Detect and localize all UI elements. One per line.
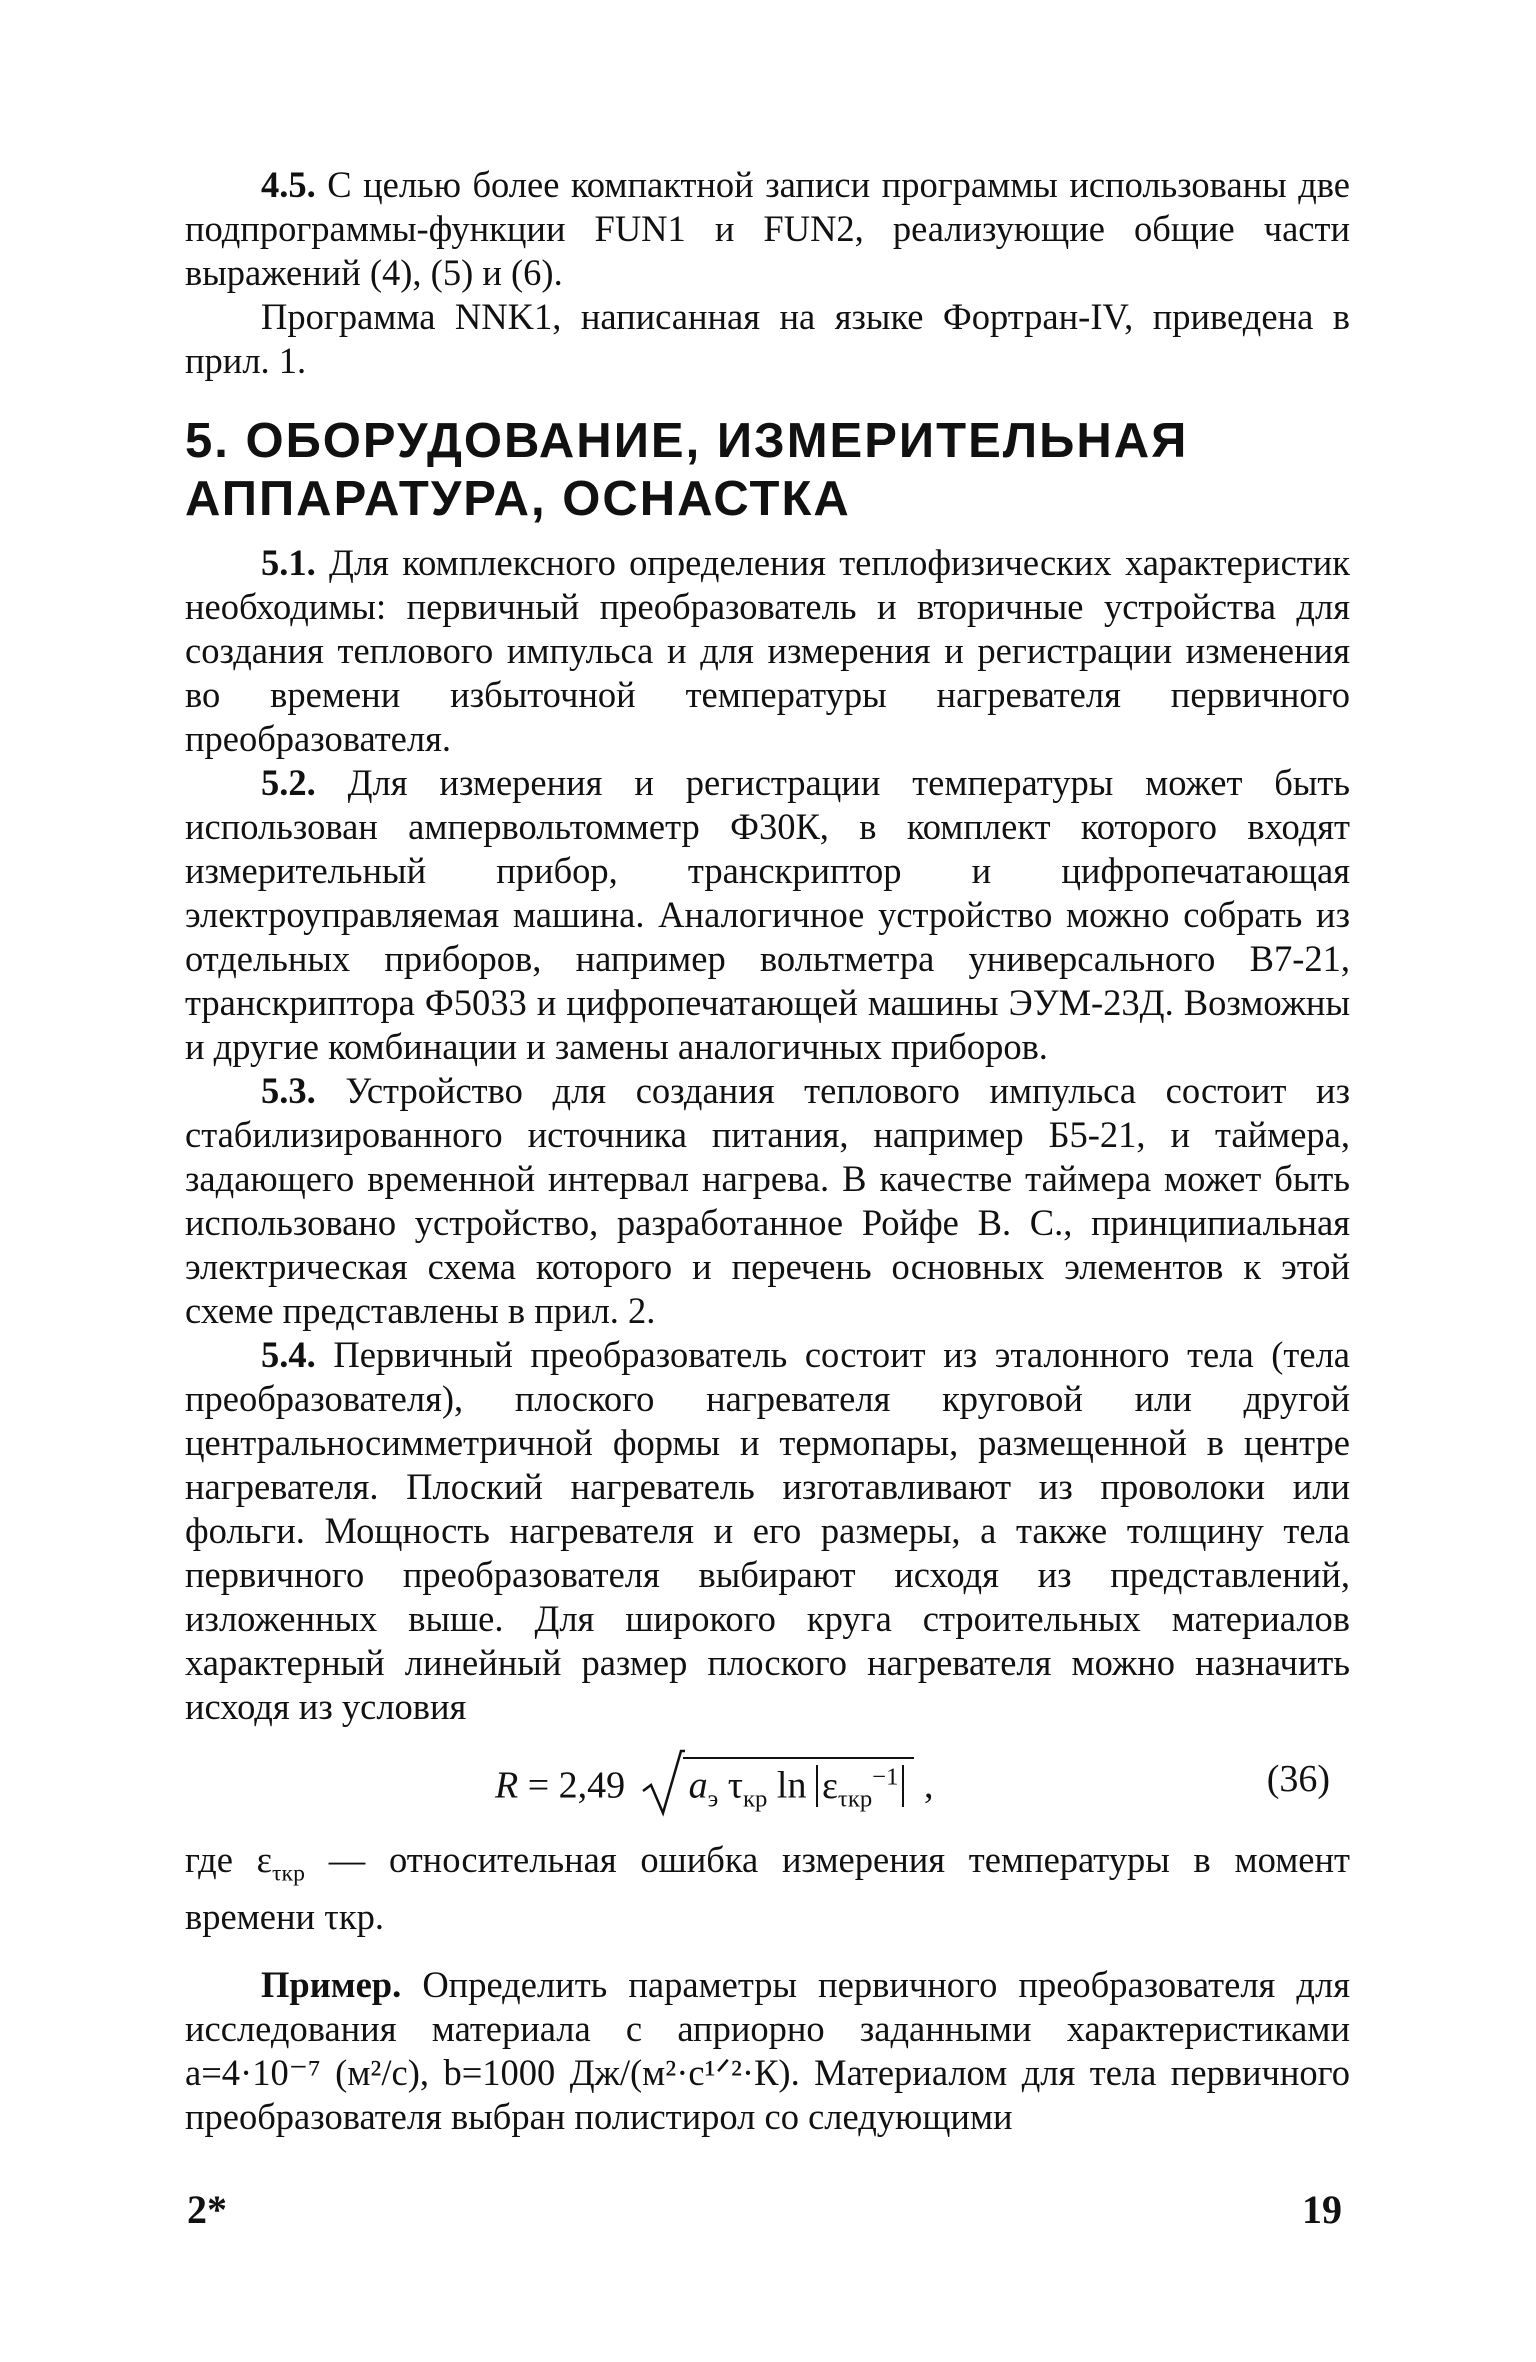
paragraph-example [185, 1963, 1350, 2139]
where-prefix: где ε [185, 1839, 273, 1880]
where-text: — относительная ошибка измерения температуры в момент времени τкр. [185, 1839, 1350, 1938]
paragraph-5-1 [185, 541, 1350, 761]
section-5-text [185, 541, 1350, 1729]
radical-sign-icon [641, 1747, 685, 1817]
ln-function: ln [767, 1764, 816, 1807]
formula [495, 1757, 933, 1813]
example-label: Пример. [261, 1964, 402, 2006]
paragraph-program: Программа NNK1, написанная на языке Фортран-IV, приведена в прил. 1. [185, 296, 1350, 381]
paragraph-number: 5.2. [261, 762, 316, 803]
paragraph-number: 4.5. [261, 164, 316, 205]
equation-number: (36) [1266, 1758, 1330, 1800]
formula-coefficient: = 2,49 [518, 1764, 635, 1807]
paragraph-number: 5.1. [261, 542, 316, 583]
var-tau: τ [727, 1764, 744, 1807]
paragraph-5-2 [185, 761, 1350, 1069]
paragraph-text: Для комплексного определения теплофизических характеристик необходимы: первичный преобразователь и вторичные устройства для создания теплового импульса и для измерения и регистрации изменения во времени избыточной температуры нагревателя первичного преобразователя. [185, 542, 1350, 759]
signature-mark: 2* [187, 2187, 227, 2232]
paragraph-number: 5.3. [261, 1070, 316, 1111]
var-epsilon-exponent: −1 [872, 1763, 899, 1790]
paragraph-5-4 [185, 1333, 1350, 1729]
example-text: Определить параметры первичного преобразователя для исследования материала с априорно заданными характеристиками a=4·10⁻⁷ (м²/с), b=1000 Дж/(м²·с¹ᐟ²·К). Материалом для тела первичного преобразователя выбран полистирол со следующими [185, 1964, 1350, 2138]
var-a: a [688, 1764, 708, 1807]
paragraph-where [185, 1838, 1350, 1939]
paragraph-text: Первичный преобразователь состоит из эталонного тела (тела преобразователя), плоского нагревателя круговой или другой центральносимметричной формы и термопары, размещенной в центре нагревателя. Плоский нагреватель изготавливают из проволоки или фольги. Мощность нагревателя и его размеры, а также толщину тела первичного преобразователя выбирают исходя из представлений, изложенных выше. Для широкого круга строительных материалов характерный линейный размер плоского нагревателя можно назначить исходя из условия [185, 1334, 1350, 1727]
absolute-value [816, 1763, 905, 1813]
formula-comma: , [914, 1764, 934, 1807]
var-epsilon-subscript: τкр [837, 1785, 873, 1813]
page-number: 19 [1302, 2187, 1342, 2232]
paragraph-number: 5.4. [261, 1334, 316, 1375]
section-4-text [185, 163, 1350, 383]
heading-line: 5. ОБОРУДОВАНИЕ, ИЗМЕРИТЕЛЬНАЯ [185, 414, 1189, 468]
paragraph-4-5 [185, 163, 1350, 295]
square-root [641, 1757, 915, 1813]
radicand [683, 1757, 915, 1813]
section-5-continued [185, 1838, 1350, 2139]
paragraph-text: Устройство для создания теплового импульса состоит из стабилизированного источника питания, например Б5-21, и таймера, задающего временной интервал нагрева. В качестве таймера может быть использовано устройство, разработанное Ройфе В. С., принципиальная электрическая схема которого и перечень основных элементов к этой схеме представлены в прил. 2. [185, 1070, 1350, 1331]
var-epsilon: ε [821, 1764, 838, 1807]
formula-lhs: R [495, 1764, 519, 1807]
equation-36 [185, 1745, 1350, 1829]
paragraph-text: Для измерения и регистрации температуры может быть использован ампервольтомметр Ф30К, в комплект которого входят измерительный прибор, транскриптор и цифропечатающая электроуправляемая машина. Аналогичное устройство можно собрать из отдельных приборов, например вольтметра универсального В7-21, транскриптора Ф5033 и цифропечатающей машины ЭУМ-23Д. Возможны и другие комбинации и замены аналогичных приборов. [185, 762, 1350, 1067]
var-a-subscript: э [707, 1785, 719, 1813]
heading-line: АППАРАТУРА, ОСНАСТКА [185, 472, 851, 526]
var-tau-subscript: кр [743, 1785, 768, 1813]
section-5-heading [185, 412, 1350, 528]
where-subscript: τкр [272, 1860, 305, 1887]
paragraph-5-3 [185, 1069, 1350, 1333]
paragraph-text: С целью более компактной записи программы использованы две подпрограммы-функции FUN1 и FUN2, реализующие общие части выражений (4), (5) и (6). [185, 164, 1350, 293]
